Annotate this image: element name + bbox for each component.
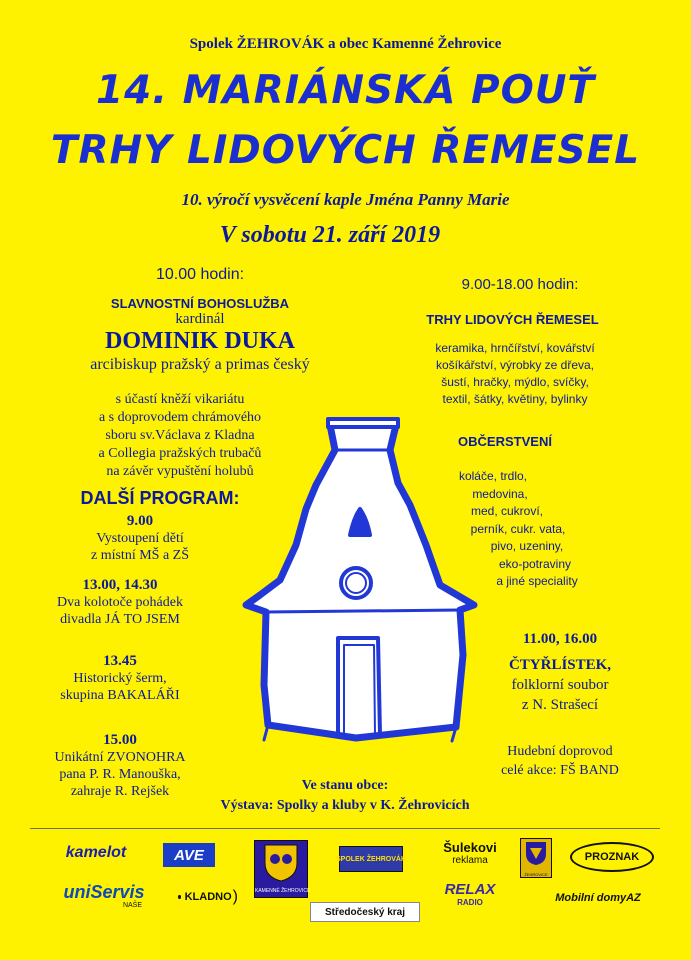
celebrant-name: DOMINIK DUKA [105, 328, 295, 354]
food-item: pivo, uzeniny, [490, 539, 564, 553]
food-item: medovina, [472, 486, 528, 501]
mass-detail-line: a Collegia pražských trubačů [98, 446, 262, 461]
program-line: Vystoupení dětí [96, 531, 184, 546]
mass-details [40, 391, 320, 481]
subtitle: 10. výročí vysvěcení kaple Jména Panny Marie [181, 190, 510, 209]
mass-detail-line: a s doprovodem chrámového [98, 410, 262, 425]
kladno-name: KLADNO [184, 891, 232, 903]
market-item: šustí, hračky, mýdlo, svíčky, [441, 375, 589, 389]
folk-name: ČTYŘLÍSTEK, [508, 657, 612, 673]
food-item: perník, cukr. vata, [470, 521, 566, 536]
kladno-paren-icon: ) [232, 888, 238, 905]
title-line2: TRHY LIDOVÝCH ŘEMESEL [50, 128, 641, 173]
program-line: skupina BAKALÁŘI [60, 688, 180, 703]
program-time: 13.00, 14.30 [82, 577, 158, 593]
zehrovice-small-logo [520, 838, 552, 878]
kamelot-logo: kamelot [65, 844, 127, 861]
mobilni-domy-logo: Mobilní domyAZ [555, 892, 641, 904]
program-line: Dva kolotoče pohádek [57, 595, 183, 610]
title-line1: 14. MARIÁNSKÁ POUŤ [95, 68, 596, 113]
kladno-logo [178, 886, 238, 908]
market-item: košíkářství, výrobky ze dřeva, [435, 358, 595, 372]
mass-detail-line: sboru sv.Václava z Kladna [105, 428, 255, 443]
proznak-logo: PROZNAK [570, 842, 654, 872]
ave-logo: AVE [163, 843, 215, 867]
celebrant-title: arcibiskup pražský a primas český [90, 356, 310, 373]
program-heading: DALŠÍ PROGRAM: [80, 488, 240, 508]
program-line: Historický šerm, [73, 671, 167, 686]
folk-desc: folklorní soubor [511, 677, 609, 693]
booth-block [195, 776, 495, 816]
divider [30, 828, 660, 829]
program-time: 13.45 [103, 653, 137, 669]
booth-exhibition: Výstava: Spolky a kluby v K. Žehrovicích [220, 798, 470, 813]
mass-title: SLAVNOSTNÍ BOHOSLUŽBA [110, 296, 290, 311]
program-line: divadla JÁ TO JSEM [60, 612, 180, 627]
program-line: Unikátní ZVONOHRA [54, 750, 186, 765]
relax-radio-logo [444, 882, 496, 912]
program-item [20, 512, 260, 564]
market-time: 9.00-18.00 hodin: [461, 276, 579, 293]
shield-icon [521, 839, 551, 867]
relax-sub: RADIO [457, 898, 483, 907]
mass-detail-line: s účastí kněží vikariátu [115, 392, 245, 407]
uniservis-sub: NAŠE [122, 902, 142, 909]
music-line: Hudební doprovod [507, 744, 613, 759]
uniservis-name: uniServis [63, 882, 145, 902]
program-item [0, 652, 240, 704]
music-block [460, 742, 660, 780]
market-item: textil, šátky, květiny, bylinky [442, 392, 588, 406]
kz-logo-text: KAMENNÉ ŽEHROVICE [255, 888, 311, 894]
kamenne-zehrovice-coat-of-arms [254, 840, 311, 898]
mass-detail-line: na závěr vypuštění holubů [106, 464, 254, 479]
food-item: a jiné speciality [496, 574, 578, 588]
music-line: celé akce: FŠ BAND [501, 763, 619, 778]
sulekovi-name: Šulekovi [443, 840, 497, 855]
program-item [0, 576, 240, 628]
food-title: OBČERSTVENÍ [458, 434, 552, 449]
program-line: zahraje R. Rejšek [70, 784, 170, 799]
sulekovi-sub: reklama [452, 855, 488, 866]
folk-desc: z N. Strašecí [521, 697, 599, 713]
program-line: z místní MŠ a ZŠ [90, 548, 189, 563]
left-column [60, 266, 340, 375]
food-item: med, cukroví, [470, 504, 544, 518]
uniservis-logo [58, 882, 150, 912]
program-time: 9.00 [126, 513, 154, 529]
sulekovi-logo [441, 840, 499, 870]
folk-time: 11.00, 16.00 [522, 631, 598, 647]
program-line: pana P. R. Manouška, [59, 767, 181, 782]
program-time: 15.00 [103, 732, 137, 748]
relax-name: RELAX [444, 881, 496, 898]
zehrovice-small-text: ŽEHROVICE [524, 872, 548, 877]
celebrant-role: kardinál [175, 311, 225, 327]
zehrovak-logo: SPOLEK ŽEHROVÁK [339, 846, 403, 872]
food-items [440, 468, 590, 591]
stredocesky-kraj-logo: Středočeský kraj [310, 902, 420, 922]
market-title: TRHY LIDOVÝCH ŘEMESEL [426, 312, 599, 327]
market-items [395, 340, 635, 408]
kladno-dot-icon [178, 895, 181, 899]
mass-time: 10.00 hodin: [155, 266, 245, 283]
organizers: Spolek ŽEHROVÁK a obec Kamenné Žehrovice [189, 36, 502, 52]
market-item: keramika, hrnčířství, kovářství [435, 341, 595, 355]
coat-of-arms-icon [255, 841, 307, 883]
folk-block [470, 629, 650, 715]
booth-heading: Ve stanu obce: [301, 778, 389, 793]
event-date: V sobotu 21. září 2019 [219, 222, 441, 248]
food-item: koláče, trdlo, [458, 469, 528, 483]
food-item: eko-potraviny [498, 556, 572, 571]
